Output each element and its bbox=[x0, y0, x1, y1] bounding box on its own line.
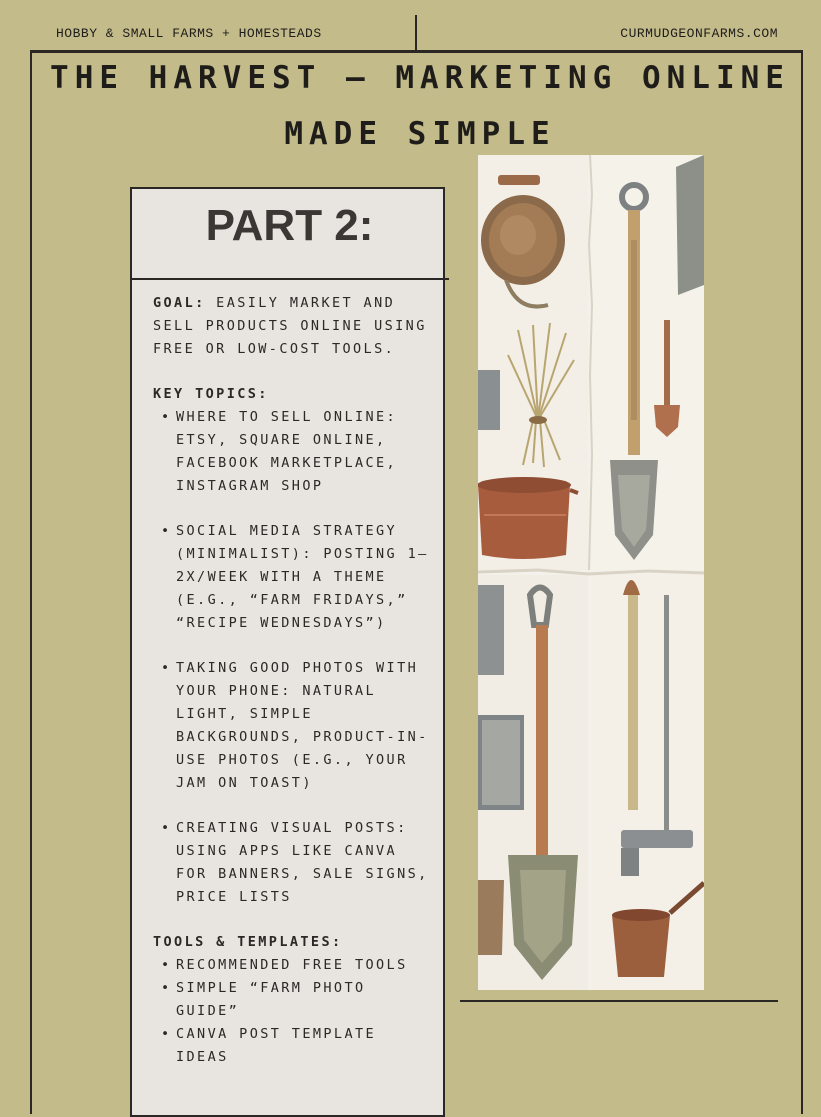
garden-tools-illustration bbox=[478, 155, 704, 990]
list-item: • RECOMMENDED FREE TOOLS bbox=[153, 954, 433, 977]
list-item: • TAKING GOOD PHOTOS WITH YOUR PHONE: NATURAL LIGHT, SIMPLE BACKGROUNDS, PRODUCT-IN-USE PHOTOS (E.G., YOUR JAM ON TOAST) bbox=[153, 657, 433, 795]
page-title-line-1: THE HARVEST – MARKETING ONLINE bbox=[50, 60, 790, 96]
garden-tools-svg bbox=[478, 155, 704, 990]
list-item: • SIMPLE “FARM PHOTO GUIDE” bbox=[153, 977, 433, 1023]
goal-label: GOAL: bbox=[153, 295, 206, 311]
page-title-line-2: MADE SIMPLE bbox=[284, 116, 556, 152]
part-heading: PART 2: bbox=[205, 201, 374, 250]
tools-list bbox=[153, 954, 433, 1069]
key-topics-label: KEY TOPICS: bbox=[153, 386, 269, 402]
header-divider bbox=[415, 15, 417, 51]
frame-left-rule bbox=[30, 50, 32, 1114]
goal-paragraph bbox=[153, 292, 433, 361]
page-title bbox=[40, 50, 800, 162]
list-item: • CREATING VISUAL POSTS: USING APPS LIKE CANVA FOR BANNERS, SALE SIGNS, PRICE LISTS bbox=[153, 817, 433, 909]
tools-label: TOOLS & TEMPLATES: bbox=[153, 934, 343, 950]
list-item: • CANVA POST TEMPLATE IDEAS bbox=[153, 1023, 433, 1069]
right-divider-rule bbox=[460, 1000, 778, 1002]
panel-content bbox=[153, 292, 433, 1069]
list-item: • SOCIAL MEDIA STRATEGY (MINIMALIST): POSTING 1–2X/WEEK WITH A THEME (E.G., “FARM FRIDAYS,” “RECIPE WEDNESDAYS”) bbox=[153, 520, 433, 635]
frame-right-rule bbox=[801, 50, 803, 1114]
goal-text: EASILY MARKET AND SELL PRODUCTS ONLINE USING FREE OR LOW-COST TOOLS. bbox=[153, 295, 427, 357]
pot-icon bbox=[478, 477, 578, 559]
header-right-text: CURMUDGEONFARMS.COM bbox=[620, 26, 778, 41]
panel-divider bbox=[130, 278, 449, 280]
header-left-text: HOBBY & SMALL FARMS + HOMESTEADS bbox=[56, 26, 322, 41]
key-topics-list bbox=[153, 406, 433, 909]
list-item: • WHERE TO SELL ONLINE: ETSY, SQUARE ONLINE, FACEBOOK MARKETPLACE, INSTAGRAM SHOP bbox=[153, 406, 433, 498]
